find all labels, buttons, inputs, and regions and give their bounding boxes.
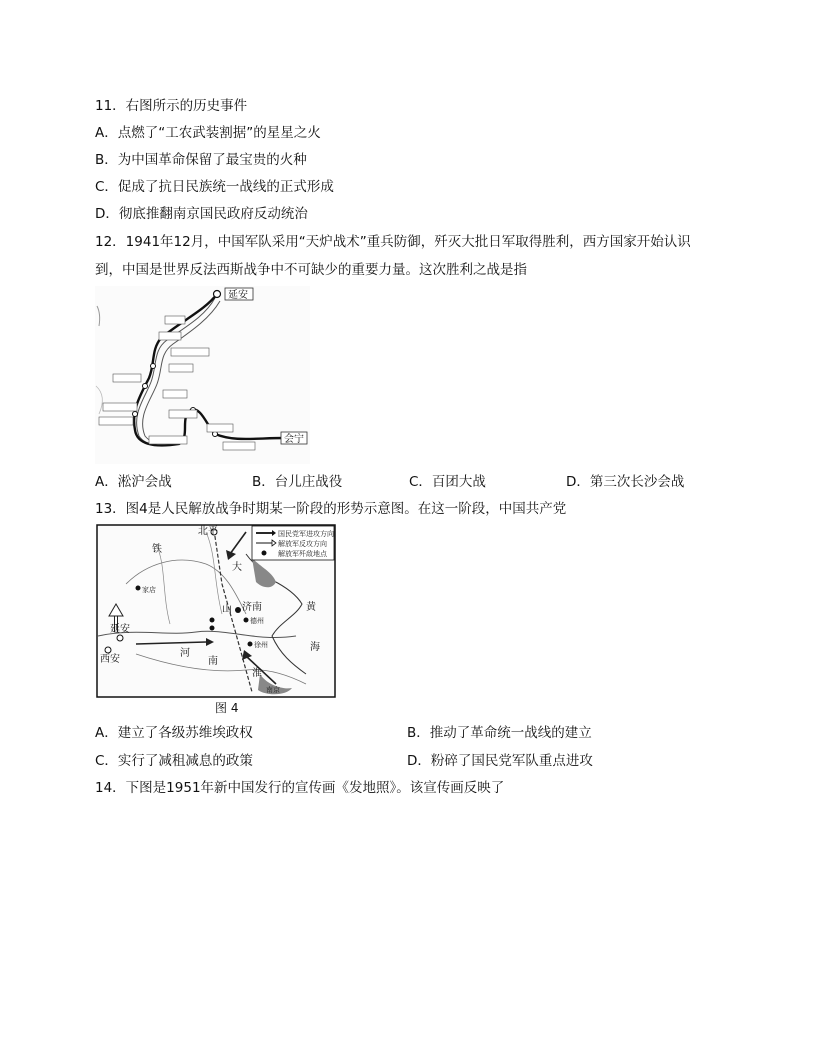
q12-option-a: A．淞沪会战: [95, 474, 172, 490]
legend-kmt-attack: 国民党军进攻方向: [278, 530, 334, 538]
q12-option-b: B．台儿庄战役: [252, 474, 343, 490]
map-label-end: 会宁: [284, 434, 304, 445]
q13-option-d: D．粉碎了国民党军队重点进攻: [407, 753, 593, 769]
q14-stem: 14．下图是1951年新中国发行的宣传画《发地照》。该宣传画反映了: [95, 780, 505, 796]
q13-stem: 13．图4是人民解放战争时期某一阶段的形势示意图。在这一阶段，中国共产党: [95, 501, 567, 517]
map-place-jiadian: 家店: [142, 586, 156, 594]
map-label-start: 延安: [228, 290, 248, 301]
q13-option-a: A．建立了各级苏维埃政权: [95, 725, 253, 741]
map-place-yanan: 延安: [110, 624, 130, 635]
long-march-route-map: [95, 286, 310, 464]
map-place-xuzhou: 徐州: [254, 641, 268, 649]
figure-4-caption: 图 4: [215, 701, 239, 715]
map-place-huai: 淮: [252, 668, 262, 679]
q12-stem-line2: 到，中国是世界反法西斯战争中不可缺少的重要力量。这次胜利之战是指: [95, 262, 527, 278]
q11-option-c: C．促成了抗日民族统一战线的正式形成: [95, 179, 334, 195]
q12-stem-line1: 12．1941年12月，中国军队采用“天炉战术”重兵防御，歼灭大批日军取得胜利，西方国家开始认识: [95, 234, 691, 250]
map-place-he: 河: [180, 648, 190, 659]
map-place-nan: 南: [208, 656, 218, 667]
map-place-jinan: 济南: [242, 602, 262, 613]
q11-stem: 11．右图所示的历史事件: [95, 98, 248, 114]
legend-pla-victory: 解放军歼敌地点: [278, 550, 327, 558]
q11-option-b: B．为中国革命保留了最宝贵的火种: [95, 152, 307, 168]
q13-option-c: C．实行了减租减息的政策: [95, 753, 253, 769]
map-place-beiping: 北平: [198, 526, 218, 537]
map-place-hai: 海: [310, 642, 320, 653]
q11-option-a: A．点燃了“工农武装割据”的星星之火: [95, 125, 321, 141]
map-place-da: 大: [232, 562, 242, 573]
map-place-nanjing: 南京: [266, 686, 280, 694]
map-place-tie: 铁: [152, 544, 162, 555]
legend-pla-counter: 解放军反攻方向: [278, 540, 327, 548]
q13-option-b: B．推动了革命统一战线的建立: [407, 725, 592, 741]
map-place-xian: 西安: [100, 654, 120, 665]
liberation-war-situation-map: [96, 524, 336, 698]
q12-option-d: D．第三次长沙会战: [566, 474, 685, 490]
map-place-huang: 黄: [306, 602, 316, 613]
map-place-shan: 山: [222, 604, 232, 615]
q11-option-d: D．彻底推翻南京国民政府反动统治: [95, 206, 308, 222]
q12-option-c: C．百团大战: [409, 474, 486, 490]
map-place-dezhou: 德州: [250, 617, 264, 625]
